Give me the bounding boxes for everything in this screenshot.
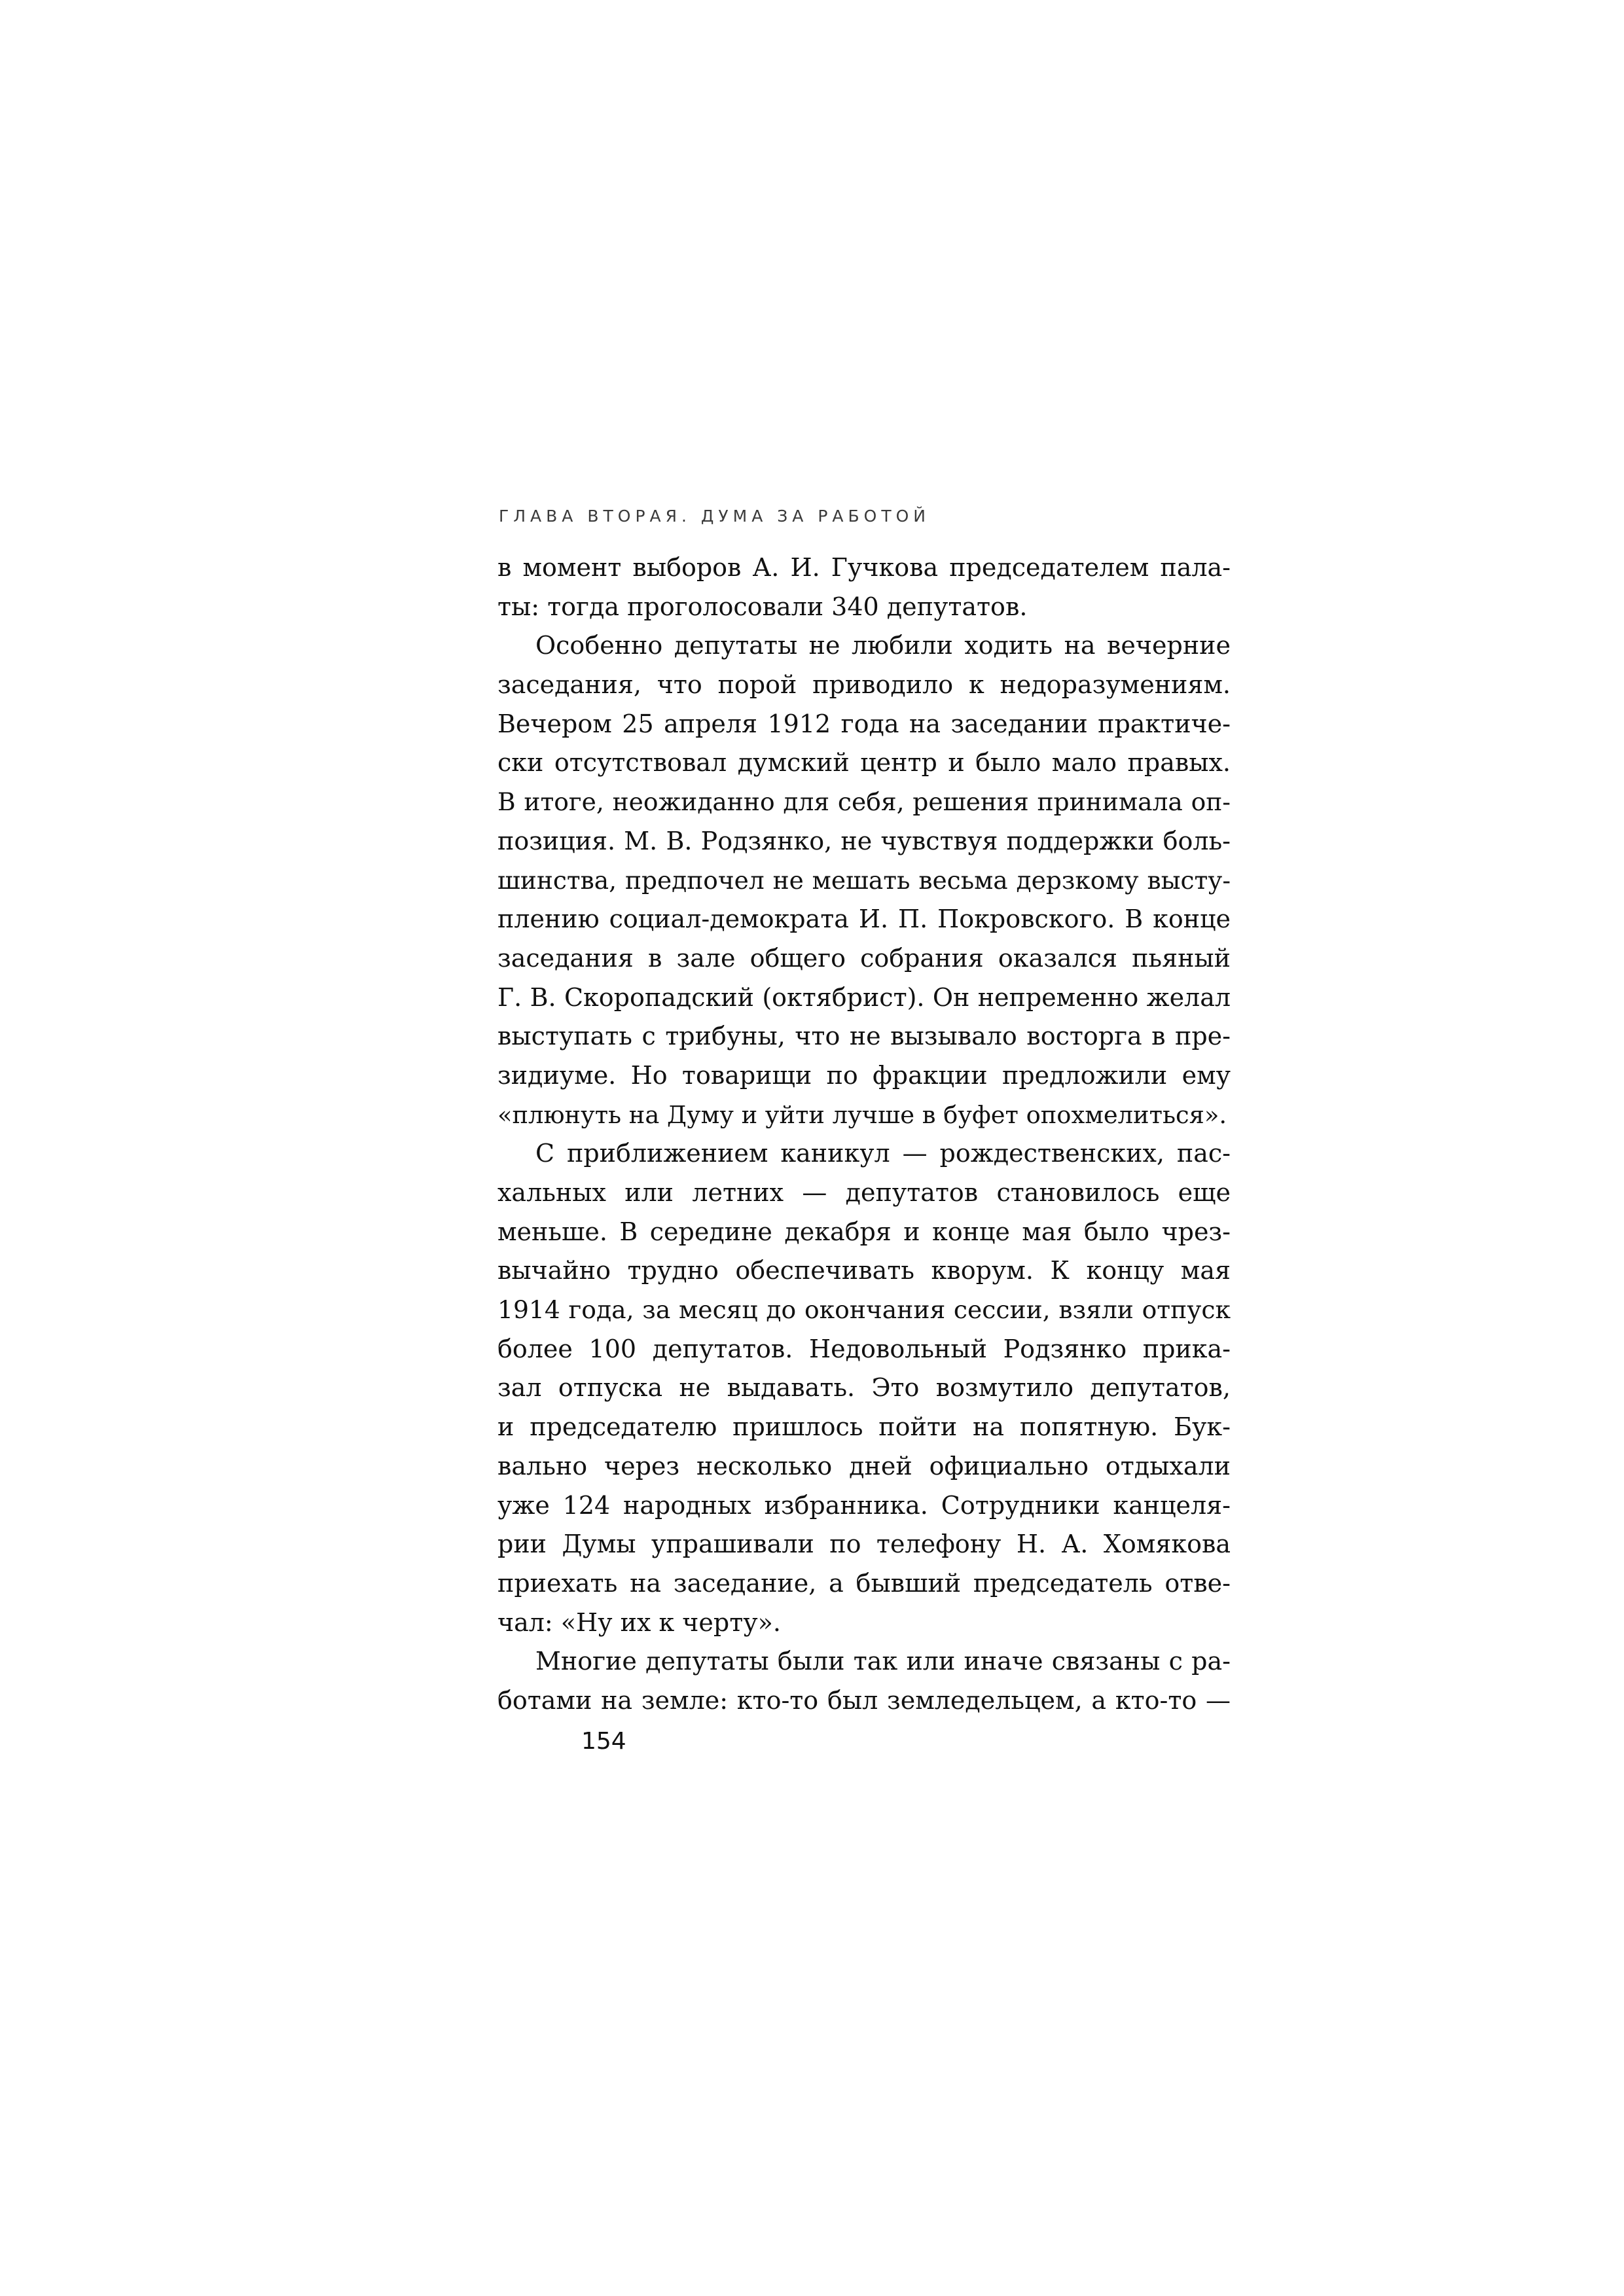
- text-line: С приближением каникул — рождественских, пас-: [535, 1139, 1231, 1168]
- paragraph: [497, 1642, 1231, 1720]
- text-line: позиция. М. В. Родзянко, не чувствуя поддержки боль-: [497, 826, 1231, 855]
- text-line: Г. В. Скоропадский (октябрист). Он непременно желал: [497, 982, 1231, 1012]
- text-line: приехать на заседание, а бывший председатель отве-: [497, 1568, 1231, 1598]
- text-line: плению социал-демократа И. П. Покровского. В конце: [497, 905, 1231, 934]
- text-line: В итоге, неожиданно для себя, решения принимала оп-: [497, 787, 1231, 817]
- text-line: ты: тогда проголосовали 340 депутатов.: [497, 592, 1028, 621]
- text-line: заседания в зале общего собрания оказался пьяный: [497, 943, 1231, 973]
- text-line: зидиуме. Но товарищи по фракции предложили ему: [497, 1060, 1231, 1090]
- body-text: [497, 548, 1231, 1721]
- text-line: в момент выборов А. И. Гучкова председателем пала-: [497, 553, 1231, 582]
- text-line: выступать с трибуны, что не вызывало восторга в пре-: [497, 1022, 1231, 1051]
- text-line: уже 124 народных избранника. Сотрудники канцеля-: [497, 1490, 1231, 1520]
- text-line: 1914 года, за месяц до окончания сессии, взяли отпуск: [497, 1295, 1231, 1325]
- text-line: заседания, что порой приводило к недоразумениям.: [497, 670, 1231, 700]
- text-line: Особенно депутаты не любили ходить на вечерние: [535, 631, 1231, 660]
- text-line: рии Думы упрашивали по телефону Н. А. Хомякова: [497, 1530, 1231, 1559]
- paragraph: [497, 1134, 1231, 1642]
- paragraph: [497, 626, 1231, 1134]
- text-line: чал: «Ну их к черту».: [497, 1607, 781, 1637]
- text-line: вально через несколько дней официально отдыхали: [497, 1451, 1231, 1480]
- text-line: «плюнуть на Думу и уйти лучше в буфет опохмелиться».: [497, 1100, 1227, 1129]
- text-line: меньше. В середине декабря и конце мая было чрез-: [497, 1217, 1231, 1246]
- text-line: ботами на земле: кто-то был земледельцем, а кто-то —: [497, 1685, 1231, 1715]
- text-line: вычайно трудно обеспечивать кворум. К концу мая: [497, 1256, 1231, 1285]
- text-line: Многие депутаты были так или иначе связаны с ра-: [535, 1647, 1231, 1676]
- running-head: ГЛАВА ВТОРАЯ. ДУМА ЗА РАБОТОЙ: [499, 507, 931, 526]
- paragraph: [497, 548, 1231, 626]
- text-line: ски отсутствовал думский центр и было мало правых.: [497, 748, 1231, 778]
- text-line: более 100 депутатов. Недовольный Родзянко прика-: [497, 1334, 1231, 1363]
- page-number: 154: [581, 1728, 626, 1755]
- text-line: и председателю пришлось пойти на попятную. Бук-: [497, 1412, 1231, 1442]
- text-line: хальных или летних — депутатов становилось еще: [497, 1178, 1231, 1207]
- text-line: шинства, предпочел не мешать весьма дерзкому высту-: [497, 865, 1231, 895]
- text-line: Вечером 25 апреля 1912 года на заседании практиче-: [497, 709, 1231, 738]
- text-line: зал отпуска не выдавать. Это возмутило депутатов,: [497, 1373, 1231, 1403]
